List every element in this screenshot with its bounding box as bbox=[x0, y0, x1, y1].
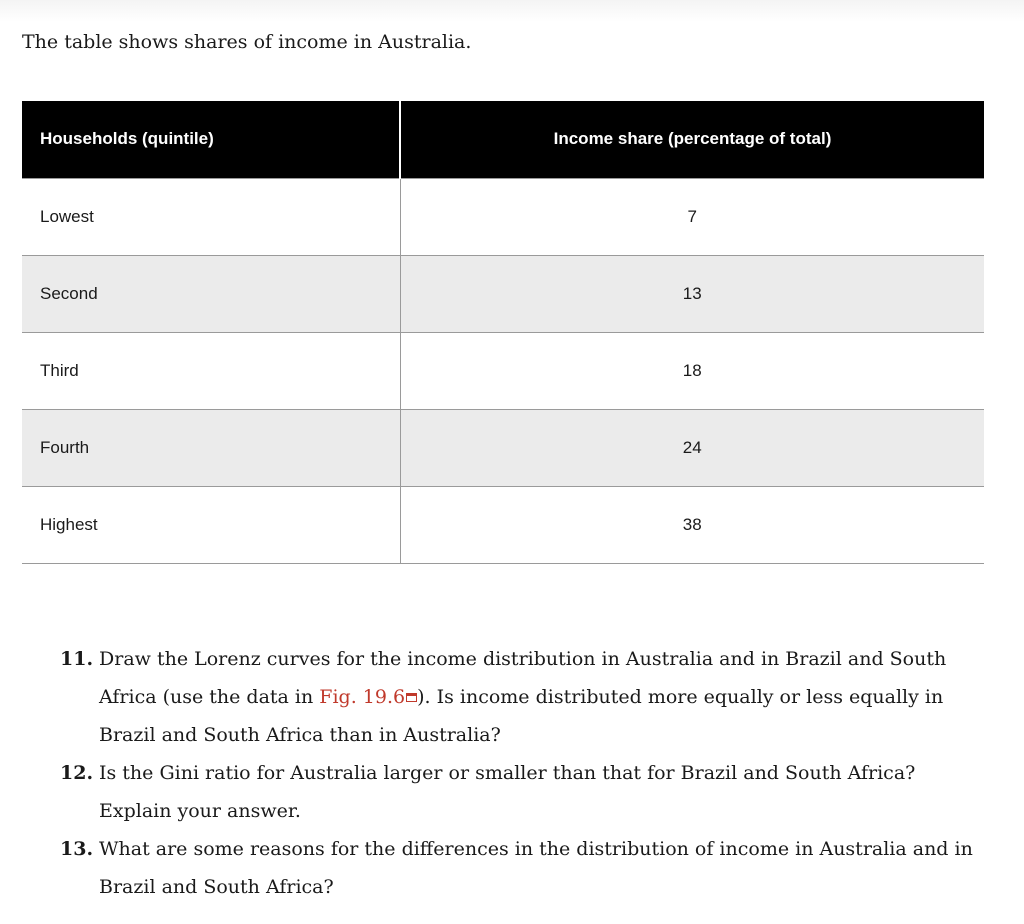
share-cell: 13 bbox=[400, 255, 984, 332]
table-header-row bbox=[22, 101, 984, 178]
question-text: Draw the Lorenz curves for the income distribution in Australia and in Brazil and South Africa (use the data in bbox=[99, 648, 947, 708]
question-list bbox=[60, 640, 990, 906]
header-households: Households (quintile) bbox=[22, 101, 400, 178]
external-link-icon bbox=[406, 693, 417, 702]
question-number: 12. bbox=[60, 762, 94, 784]
quintile-cell: Second bbox=[22, 255, 400, 332]
table-row bbox=[22, 178, 984, 255]
question-number: 11. bbox=[60, 648, 94, 670]
quintile-cell: Fourth bbox=[22, 409, 400, 486]
question-text: Is the Gini ratio for Australia larger or smaller than that for Brazil and South Africa? Explain your answer. bbox=[99, 762, 916, 822]
question-12 bbox=[60, 754, 990, 830]
table-row bbox=[22, 255, 984, 332]
question-text: What are some reasons for the differences in the distribution of income in Australia and in Brazil and South Africa? bbox=[99, 838, 973, 898]
share-cell: 38 bbox=[400, 486, 984, 563]
table-row bbox=[22, 486, 984, 563]
table-row bbox=[22, 409, 984, 486]
income-share-table bbox=[22, 101, 984, 564]
share-cell: 18 bbox=[400, 332, 984, 409]
quintile-cell: Highest bbox=[22, 486, 400, 563]
share-cell: 7 bbox=[400, 178, 984, 255]
top-shade bbox=[0, 0, 1024, 22]
figure-link-label: Fig. 19.6 bbox=[319, 686, 406, 708]
question-13 bbox=[60, 830, 990, 906]
question-11 bbox=[60, 640, 990, 754]
share-cell: 24 bbox=[400, 409, 984, 486]
quintile-cell: Lowest bbox=[22, 178, 400, 255]
header-income-share: Income share (percentage of total) bbox=[400, 101, 984, 178]
question-number: 13. bbox=[60, 838, 94, 860]
table-row bbox=[22, 332, 984, 409]
figure-link[interactable] bbox=[319, 686, 417, 708]
intro-text: The table shows shares of income in Australia. bbox=[22, 31, 472, 53]
quintile-cell: Third bbox=[22, 332, 400, 409]
question-text-cont: ). Is income distributed more equally or less equally in Brazil and South Africa than in Australia? bbox=[99, 686, 944, 746]
